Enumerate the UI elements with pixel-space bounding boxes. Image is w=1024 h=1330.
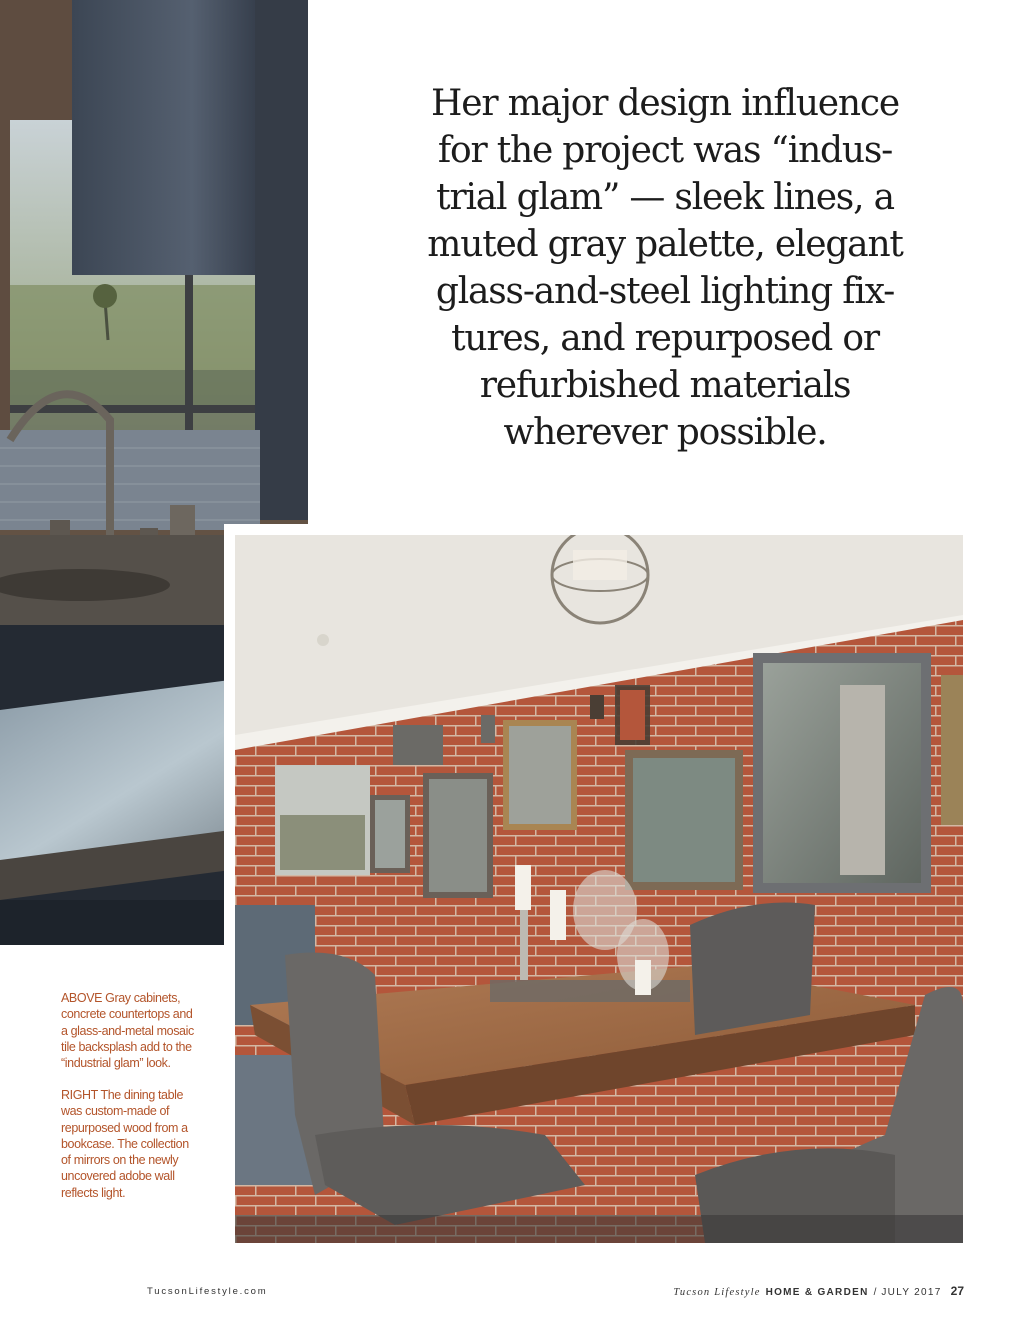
caption-line: “industrial glam” look. xyxy=(61,1056,171,1071)
caption-line: repurposed wood from a xyxy=(61,1120,188,1135)
footer-date: JULY 2017 xyxy=(881,1287,942,1298)
pull-quote xyxy=(395,80,935,456)
caption-line: was custom-made of xyxy=(61,1104,170,1119)
photo-caption-right xyxy=(61,1087,221,1201)
pull-quote-line: tures, and repurposed or xyxy=(451,318,879,359)
pull-quote-line: for the project was “indus- xyxy=(437,130,893,171)
pull-quote-line: trial glam” — sleek lines, a xyxy=(436,177,894,218)
pull-quote-line: Her major design influence xyxy=(431,83,899,124)
footer-folio xyxy=(673,1284,964,1298)
pull-quote-line: glass-and-steel lighting fix- xyxy=(435,271,895,312)
caption-line: reflects light. xyxy=(61,1185,126,1200)
pull-quote-line: refurbished materials xyxy=(479,365,851,406)
caption-line: uncovered adobe wall xyxy=(61,1169,175,1184)
caption-line: tile backsplash add to the xyxy=(61,1039,192,1054)
footer-publication: Tucson Lifestyle xyxy=(673,1287,761,1298)
footer-separator: / xyxy=(873,1287,877,1298)
photo-caption-above xyxy=(61,990,221,1071)
caption-line: ABOVE Gray cabinets, xyxy=(61,991,181,1005)
caption-line: of mirrors on the newly xyxy=(61,1153,179,1168)
caption-line: concrete countertops and xyxy=(61,1007,193,1022)
caption-line: RIGHT The dining table xyxy=(61,1088,184,1102)
footer-website: TucsonLifestyle.com xyxy=(147,1286,268,1297)
caption-line: a glass-and-metal mosaic xyxy=(61,1023,194,1038)
pull-quote-line: wherever possible. xyxy=(503,412,827,453)
pull-quote-line: muted gray palette, elegant xyxy=(427,224,903,265)
dining-photo-frame xyxy=(224,524,974,1254)
dining-photo xyxy=(235,535,963,1243)
page-number: 27 xyxy=(950,1284,964,1298)
footer-section: HOME & GARDEN xyxy=(765,1287,869,1298)
caption-line: bookcase. The collection xyxy=(61,1136,189,1151)
